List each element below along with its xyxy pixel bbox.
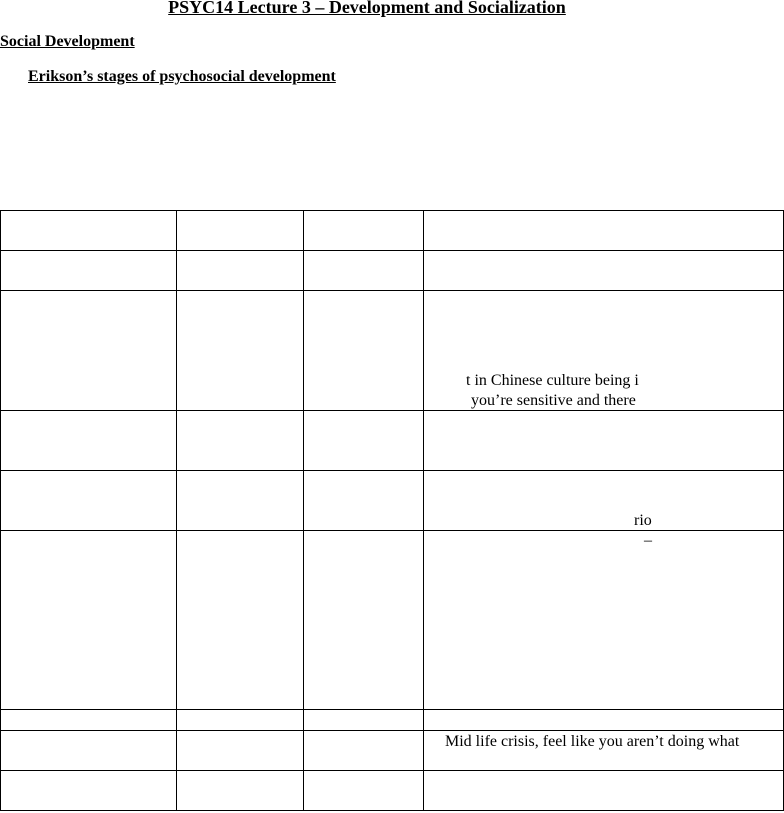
- table-cell: [304, 471, 424, 531]
- table-cell: [424, 411, 784, 471]
- table-cell: [177, 531, 304, 710]
- section-heading: Social Development: [0, 33, 135, 50]
- table-cell: [1, 731, 177, 771]
- table-cell: [304, 291, 424, 411]
- table-cell: [1, 531, 177, 710]
- table-row: [1, 211, 784, 251]
- table-cell: [304, 531, 424, 710]
- table-cell: [1, 291, 177, 411]
- table-cell: [304, 710, 424, 731]
- table-cell: [304, 771, 424, 811]
- table-cell: [1, 411, 177, 471]
- subsection-heading: Erikson’s stages of psychosocial development: [28, 68, 336, 85]
- table-cell: [177, 291, 304, 411]
- table-cell: [1, 251, 177, 291]
- table-row: [1, 251, 784, 291]
- cell-text-fragment: –: [644, 532, 652, 549]
- table-cell: [177, 211, 304, 251]
- table-row: [1, 411, 784, 471]
- cell-text-fragment: t in Chinese culture being i: [466, 372, 639, 389]
- table-row: [1, 731, 784, 771]
- table-cell: [424, 531, 784, 710]
- table-row: [1, 471, 784, 531]
- table-cell: [304, 731, 424, 771]
- table-cell: [177, 411, 304, 471]
- table-cell: [1, 710, 177, 731]
- table-cell: [424, 291, 784, 411]
- table-cell: [304, 211, 424, 251]
- table-cell: [1, 771, 177, 811]
- cell-text-fragment: you’re sensitive and there: [471, 392, 636, 409]
- document-title: PSYC14 Lecture 3 – Development and Socialization: [168, 0, 566, 17]
- table-row: [1, 531, 784, 710]
- table-cell: [177, 471, 304, 531]
- table-cell: [177, 771, 304, 811]
- table-cell: [304, 411, 424, 471]
- table-cell: [1, 211, 177, 251]
- table-cell: [424, 251, 784, 291]
- table-cell: [177, 731, 304, 771]
- table-cell: [1, 471, 177, 531]
- table-cell: [177, 710, 304, 731]
- table-cell: [424, 471, 784, 531]
- table-cell: [424, 771, 784, 811]
- table-row: [1, 771, 784, 811]
- table-row: [1, 710, 784, 731]
- table-cell: [424, 710, 784, 731]
- table-row: [1, 291, 784, 411]
- table-cell: [304, 251, 424, 291]
- erikson-stages-table: [0, 210, 784, 811]
- table-cell: [424, 211, 784, 251]
- table-cell: [177, 251, 304, 291]
- cell-text-fragment: rio: [634, 512, 652, 529]
- cell-text-fragment: Mid life crisis, feel like you aren’t doing what: [445, 733, 740, 750]
- table-cell: [424, 731, 784, 771]
